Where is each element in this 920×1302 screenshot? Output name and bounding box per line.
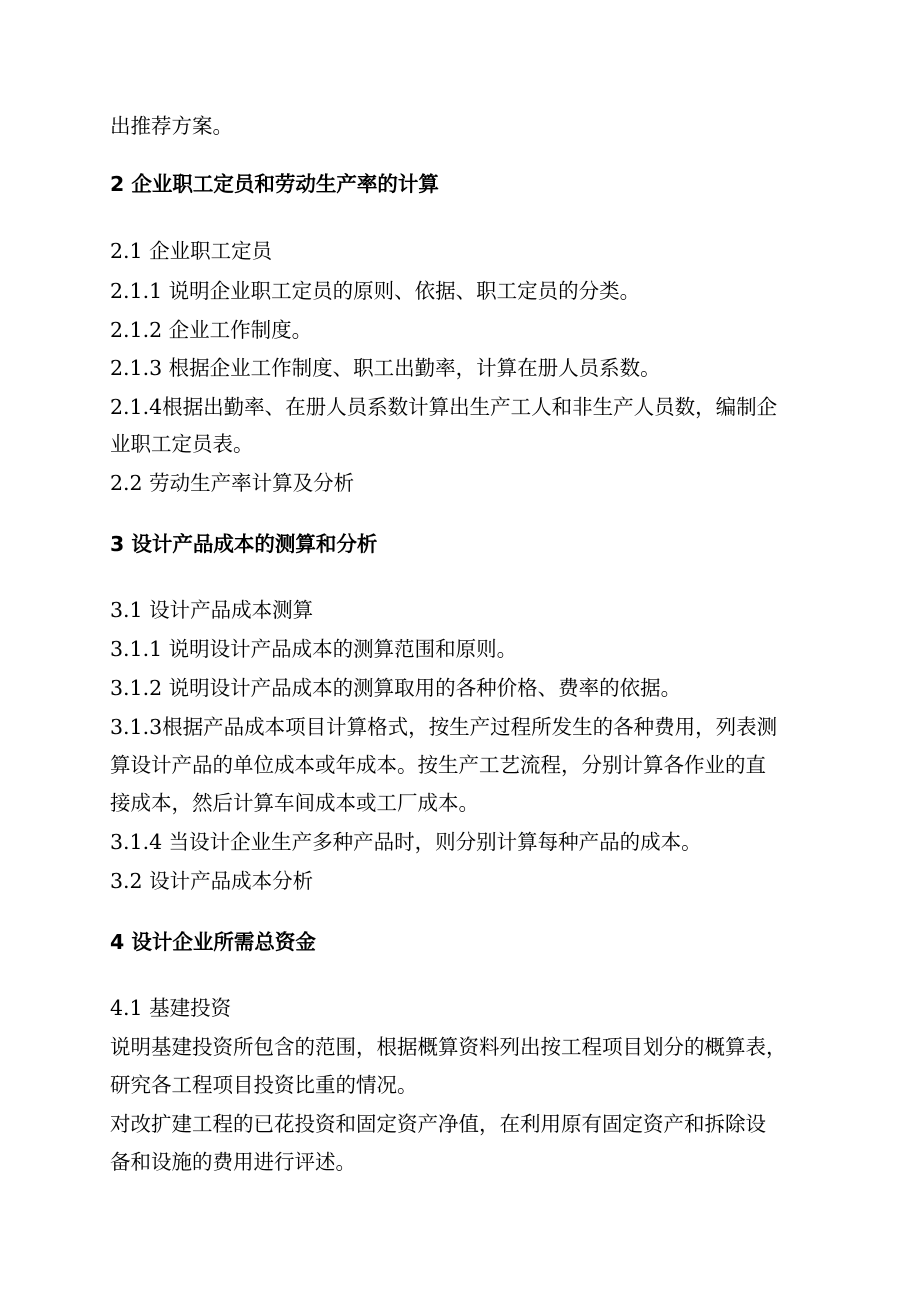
paragraph-4-1-line-2: 研究各工程项目投资比重的情况。 xyxy=(110,1073,418,1097)
item-3-1-1: 3.1.1 说明设计产品成本的测算范围和原则。 xyxy=(110,637,518,661)
subsection-heading-3-1: 3.1 设计产品成本测算 xyxy=(110,598,314,622)
item-2-1-3: 2.1.3 根据企业工作制度、职工出勤率，计算在册人员系数。 xyxy=(110,356,661,380)
item-3-1-2: 3.1.2 说明设计产品成本的测算取用的各种价格、费率的依据。 xyxy=(110,676,682,700)
item-2-1-4-line-1: 2.1.4根据出勤率、在册人员系数计算出生产工人和非生产人员数，编制企 xyxy=(110,395,778,419)
section-heading-3: 3 设计产品成本的测算和分析 xyxy=(110,532,378,556)
paragraph-4-1-2-line-1: 对改扩建工程的已花投资和固定资产净值，在利用原有固定资产和拆除设 xyxy=(110,1112,766,1136)
item-2-1-2: 2.1.2 企业工作制度。 xyxy=(110,318,313,342)
item-3-1-4: 3.1.4 当设计企业生产多种产品时，则分别计算每种产品的成本。 xyxy=(110,830,702,854)
item-2-1-1: 2.1.1 说明企业职工定员的原则、依据、职工定员的分类。 xyxy=(110,279,641,303)
subsection-heading-2-2: 2.2 劳动生产率计算及分析 xyxy=(110,471,355,495)
item-3-1-3-line-2: 算设计产品的单位成本或年成本。按生产工艺流程，分别计算各作业的直 xyxy=(110,753,766,777)
section-heading-4: 4 设计企业所需总资金 xyxy=(110,930,316,954)
paragraph-4-1-2-line-2: 备和设施的费用进行评述。 xyxy=(110,1150,356,1174)
paragraph-continuation: 出推荐方案。 xyxy=(110,114,233,138)
subsection-heading-3-2: 3.2 设计产品成本分析 xyxy=(110,869,314,893)
paragraph-4-1-line-1: 说明基建投资所包含的范围，根据概算资料列出按工程项目划分的概算表， xyxy=(110,1035,787,1059)
subsection-heading-4-1: 4.1 基建投资 xyxy=(110,996,232,1020)
section-heading-2: 2 企业职工定员和劳动生产率的计算 xyxy=(110,172,439,196)
subsection-heading-2-1: 2.1 企业职工定员 xyxy=(110,239,273,263)
item-3-1-3-line-3: 接成本，然后计算车间成本或工厂成本。 xyxy=(110,791,479,815)
item-2-1-4-line-2: 业职工定员表。 xyxy=(110,432,254,456)
item-3-1-3-line-1: 3.1.3根据产品成本项目计算格式，按生产过程所发生的各种费用，列表测 xyxy=(110,715,778,739)
